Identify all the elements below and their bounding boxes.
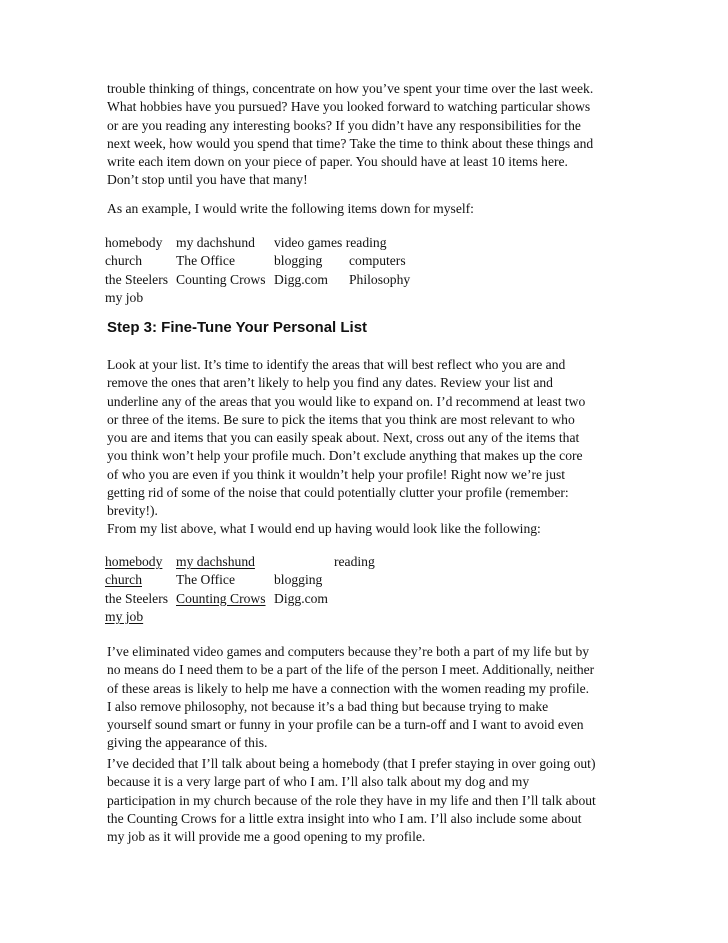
text-line: write each item down on your piece of paper. You should have at least 10 items here. bbox=[107, 154, 568, 170]
text-line: you are and items that you can easily speak about. Next, cross out any of the items that bbox=[107, 430, 580, 446]
text-line: because it is a very large part of who I am. I’ll also talk about my dog and my bbox=[107, 774, 530, 790]
text-line: participation in my church because of the role they have in my life and then I’ll talk about bbox=[107, 792, 596, 808]
text-line: I also remove philosophy, not because it’s a bad thing but because trying to make bbox=[107, 698, 549, 714]
text-line: Don’t stop until you have that many! bbox=[107, 172, 308, 188]
step3-heading: Step 3: Fine-Tune Your Personal List bbox=[107, 319, 368, 336]
text-line: Look at your list. It’s time to identify the areas that will best reflect who you are and bbox=[107, 357, 566, 372]
text-line: no means do I need them to be a part of the life of the person I meet. Additionally, neither bbox=[107, 662, 595, 678]
list-item: video games reading bbox=[274, 235, 387, 250]
text-line: my job as it will provide me a good opening to my profile. bbox=[107, 829, 426, 845]
text-line: of these areas is likely to help me have a connection with the women reading my profile. bbox=[107, 680, 590, 696]
intro-paragraph bbox=[107, 80, 635, 190]
text-line: yourself sound smart or funny in your profile can be a turn-off and I want to avoid even bbox=[107, 717, 584, 733]
list-item: blogging bbox=[274, 572, 323, 588]
list-item: church bbox=[105, 253, 142, 269]
list-item: Digg.com bbox=[274, 590, 328, 606]
text-line: the Counting Crows for a little extra insight into who I am. I’ll also include some about bbox=[107, 810, 582, 826]
text-line: of who you are even if you think it wouldn’t help your profile! Right now we’re just bbox=[107, 466, 566, 482]
text-line: As an example, I would write the following items down for myself: bbox=[107, 201, 474, 216]
list-item: my job bbox=[105, 289, 144, 305]
text-line: getting rid of some of the noise that could potentially clutter your profile (remember: bbox=[107, 485, 569, 501]
text-line: trouble thinking of things, concentrate on how you’ve spent your time over the last week. bbox=[107, 81, 594, 96]
text-line: or three of the items. Be sure to pick the items that you think are most relevant to who bbox=[107, 411, 575, 427]
list-item-underlined: church bbox=[105, 572, 142, 588]
text-line: brevity!). bbox=[107, 503, 158, 519]
text-line: you think won’t help your profile much. Don’t exclude anything that makes up the core bbox=[107, 448, 583, 464]
list-item-underlined: my job bbox=[105, 608, 144, 624]
text-line: next week, how would you spend that time? Take the time to think about these things and bbox=[107, 135, 594, 151]
list-item-underlined: Counting Crows bbox=[176, 590, 266, 606]
list-item: my dachshund bbox=[176, 235, 255, 250]
list-item-underlined: my dachshund bbox=[176, 554, 255, 569]
list-item-underlined: homebody bbox=[105, 554, 163, 569]
text-line: underline any of the areas that you would like to expand on. I’d recommend at least two bbox=[107, 393, 586, 409]
list-item: computers bbox=[349, 253, 406, 269]
text-line: I’ve decided that I’ll talk about being a homebody (that I prefer staying in over going out) bbox=[107, 756, 596, 771]
text-line: giving the appearance of this. bbox=[107, 735, 268, 751]
list-item: blogging bbox=[274, 253, 323, 269]
list-item: Digg.com bbox=[274, 271, 328, 287]
example-intro bbox=[107, 200, 635, 218]
list-item: Counting Crows bbox=[176, 271, 266, 287]
text-line: I’ve eliminated video games and computers because they’re both a part of my life but by bbox=[107, 644, 590, 659]
list-item: the Steelers bbox=[105, 590, 169, 606]
list-item: Philosophy bbox=[349, 271, 411, 287]
text-line: or are you reading any interesting books? If you didn’t have any responsibilities for the bbox=[107, 117, 581, 133]
decided-paragraph bbox=[107, 755, 635, 846]
text-line: What hobbies have you pursued? Have you looked forward to watching particular shows bbox=[107, 99, 591, 115]
text-line: From my list above, what I would end up having would look like the following: bbox=[107, 521, 541, 536]
list-item: The Office bbox=[176, 253, 236, 269]
eliminated-paragraph bbox=[107, 643, 635, 753]
list-item: reading bbox=[334, 554, 375, 569]
text-line: remove the ones that aren’t likely to help you find any dates. Review your list and bbox=[107, 375, 553, 391]
list-item: The Office bbox=[176, 572, 236, 588]
result-intro bbox=[107, 520, 635, 538]
list-item: the Steelers bbox=[105, 271, 169, 287]
step3-paragraph bbox=[107, 356, 635, 521]
list-item: homebody bbox=[105, 235, 163, 250]
